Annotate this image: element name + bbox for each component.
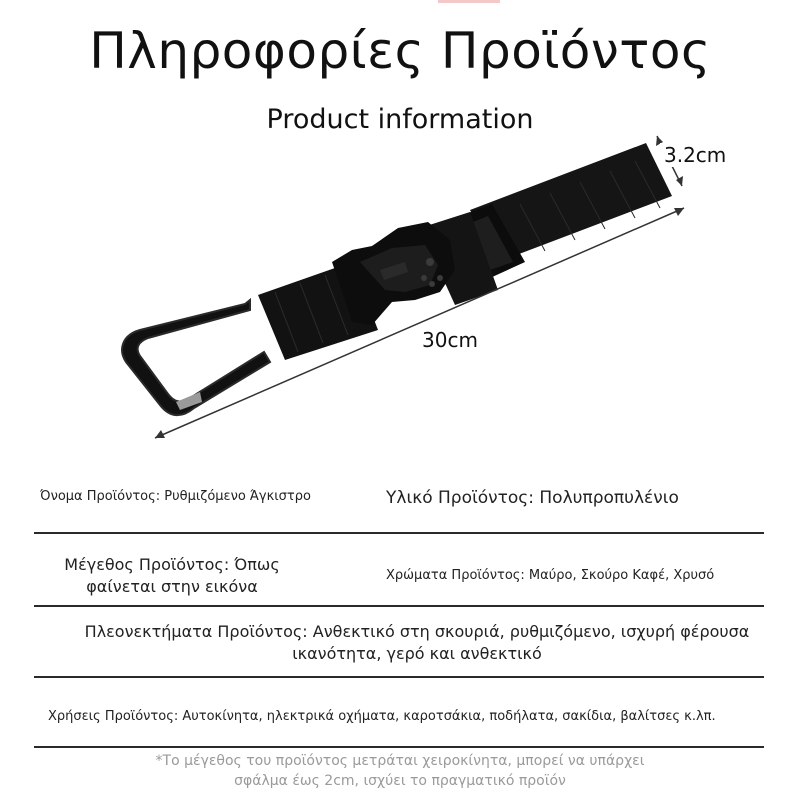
page-subtitle: Product information	[266, 104, 534, 135]
page-title: Πληροφορίες Προϊόντος	[89, 22, 711, 80]
spec-product-advantages: Πλεονεκτήματα Προϊόντος: Ανθεκτικό στη σκουριά, ρυθμιζόμενο, ισχυρή φέρουσα ικανότητα, γερό και ανθεκτικό	[84, 622, 750, 663]
measurement-footnote: *Το μέγεθος του προϊόντος μετράται χειροκίνητα, μπορεί να υπάρχει σφάλμα έως 2cm, ισχύει το πραγματικό προϊόν	[155, 753, 645, 789]
table-divider	[34, 746, 764, 748]
spec-product-name: Όνομα Προϊόντος: Ρυθμιζόμενο Άγκιστρο	[40, 489, 311, 504]
table-divider	[34, 605, 764, 607]
table-divider	[34, 532, 764, 534]
table-divider	[34, 676, 764, 678]
spec-product-colors: Χρώματα Προϊόντος: Μαύρο, Σκούρο Καφέ, Χρυσό	[386, 568, 715, 583]
spec-product-size: Μέγεθος Προϊόντος: Όπως φαίνεται στην εικόνα	[64, 555, 280, 596]
spec-product-material: Υλικό Προϊόντος: Πολυπροπυλένιο	[386, 488, 679, 508]
spec-product-uses: Χρήσεις Προϊόντος: Αυτοκίνητα, ηλεκτρικά οχήματα, καροτσάκια, ποδήλατα, σακίδια, βαλίτσες κ.λπ.	[48, 709, 716, 724]
width-dimension-label: 3.2cm	[660, 143, 730, 167]
length-dimension-label: 30cm	[422, 328, 478, 352]
